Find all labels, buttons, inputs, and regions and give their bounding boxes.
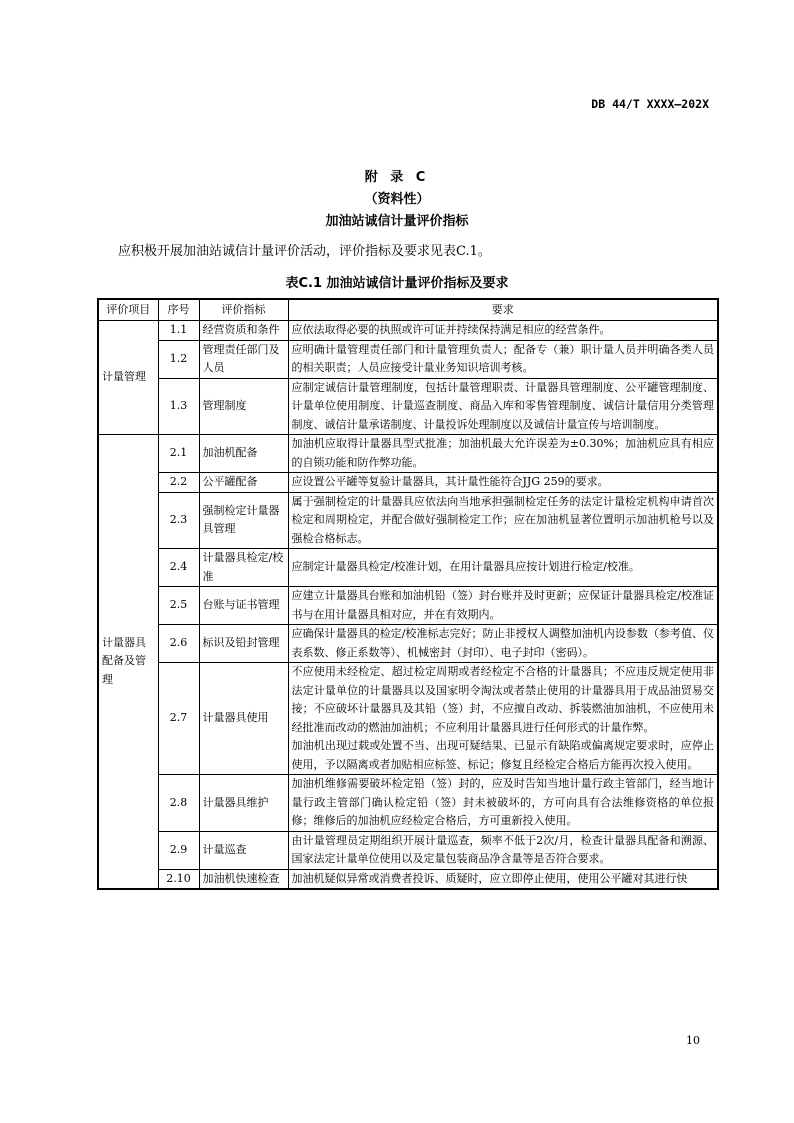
row-indicator: 台账与证书管理 — [199, 587, 288, 625]
table-header-row — [98, 299, 718, 321]
row-indicator: 加油机配备 — [199, 435, 288, 473]
row-number: 2.10 — [158, 869, 199, 889]
appendix-label: 附 录 C — [364, 170, 430, 185]
row-indicator: 计量器具维护 — [199, 775, 288, 832]
row-requirement: 应建立计量器具台账和加油机铅（签）封台账并及时更新；应保证计量器具检定/校准证书与在用计量器具相对应，并在有效期内。 — [288, 587, 718, 625]
table-row — [98, 775, 718, 832]
table-row — [98, 435, 718, 473]
row-number: 1.1 — [158, 321, 199, 341]
row-number: 2.9 — [158, 831, 199, 869]
row-number: 2.4 — [158, 549, 199, 587]
header-cell: 评价项目 — [98, 299, 158, 321]
row-requirement: 应制定诚信计量管理制度，包括计量管理职责、计量器具管理制度、公平罐管理制度、计量单位使用制度、计量巡查制度、商品入库和零售管理制度、诚信计量信用分类管理制度、诚信计量承诺制度、计量投诉处理制度以及诚信计量宣传与培训制度。 — [288, 378, 718, 435]
row-indicator: 强制检定计量器具管理 — [199, 492, 288, 549]
group-cell-instrument-management: 计量器具配备及管理 — [98, 435, 158, 890]
table-row — [98, 663, 718, 775]
row-indicator: 计量器具使用 — [199, 663, 288, 775]
requirement-paragraph: 加油机出现过载或处置不当、出现可疑结果、已显示有缺陷或偏离规定要求时，应停止使用，予以隔离或者加贴相应标签、标记；修复且经检定合格后方能再次投入使用。 — [291, 739, 714, 771]
row-requirement: 加油机维修需要破坏检定铅（签）封的，应及时告知当地计量行政主管部门，经当地计量行政主管部门确认检定铅（签）封未被破坏的，方可向具有合法维修资格的单位报修；维修后的加油机应经检定合格后，方可重新投入使用。 — [288, 775, 718, 832]
table-row — [98, 625, 718, 663]
row-requirement: 加油机疑似异常或消费者投诉、质疑时，应立即停止使用，使用公平罐对其进行快 — [288, 869, 718, 889]
table-row — [98, 869, 718, 889]
header-cell: 要求 — [288, 299, 718, 321]
row-number: 2.6 — [158, 625, 199, 663]
row-number: 2.8 — [158, 775, 199, 832]
row-requirement: 应制定计量器具检定/校准计划，在用计量器具应按计划进行检定/校准。 — [288, 549, 718, 587]
row-indicator: 计量器具检定/校准 — [199, 549, 288, 587]
row-indicator: 加油机快速检查 — [199, 869, 288, 889]
row-indicator: 计量巡查 — [199, 831, 288, 869]
appendix-title: 加油站诚信计量评价指标 — [325, 214, 469, 229]
document-code: DB 44/T XXXX—202X — [591, 97, 709, 111]
evaluation-table — [97, 298, 719, 890]
page-number: 10 — [686, 1034, 700, 1047]
row-number: 2.5 — [158, 587, 199, 625]
row-indicator: 公平罐配备 — [199, 473, 288, 493]
table-row — [98, 473, 718, 493]
row-requirement: 应明确计量管理责任部门和计量管理负责人；配备专（兼）职计量人员并明确各类人员的相关职责；人员应接受计量业务知识培训考核。 — [288, 340, 718, 378]
table-row — [98, 831, 718, 869]
row-number: 2.3 — [158, 492, 199, 549]
row-requirement: 由计量管理员定期组织开展计量巡查，频率不低于2次/月，检查计量器具配备和溯源、国家法定计量单位使用以及定量包装商品净含量等是否符合要求。 — [288, 831, 718, 869]
header-cell: 评价指标 — [199, 299, 288, 321]
row-requirement: 属于强制检定的计量器具应依法向当地承担强制检定任务的法定计量检定机构申请首次检定和周期检定，并配合做好强制检定工作；应在加油机显著位置明示加油机枪号以及强检合格标志。 — [288, 492, 718, 549]
table-row — [98, 321, 718, 341]
appendix-nature: （资料性） — [364, 192, 430, 207]
row-number: 1.2 — [158, 340, 199, 378]
row-number: 1.3 — [158, 378, 199, 435]
row-requirement: 应依法取得必要的执照或许可证并持续保持满足相应的经营条件。 — [288, 321, 718, 341]
row-number: 2.2 — [158, 473, 199, 493]
table-row — [98, 549, 718, 587]
row-requirement: 应确保计量器具的检定/校准标志完好；防止非授权人调整加油机内设参数（参考值、仪表系数、修正系数等）、机械密封（封印）、电子封印（密码）。 — [288, 625, 718, 663]
row-indicator: 标识及铅封管理 — [199, 625, 288, 663]
group-cell-metrology-management: 计量管理 — [98, 321, 158, 435]
row-number: 2.7 — [158, 663, 199, 775]
row-indicator: 管理责任部门及人员 — [199, 340, 288, 378]
table-row — [98, 492, 718, 549]
row-number: 2.1 — [158, 435, 199, 473]
row-requirement — [288, 663, 718, 775]
intro-paragraph: 应积极开展加油站诚信计量评价活动，评价指标及要求见表C.1。 — [118, 244, 491, 259]
table-row — [98, 587, 718, 625]
table-caption: 表C.1 加油站诚信计量评价指标及要求 — [285, 276, 509, 291]
table-row — [98, 378, 718, 435]
header-cell: 序号 — [158, 299, 199, 321]
row-indicator: 管理制度 — [199, 378, 288, 435]
row-requirement: 加油机应取得计量器具型式批准；加油机最大允许误差为±0.30%；加油机应具有相应的自锁功能和防作弊功能。 — [288, 435, 718, 473]
requirement-paragraph: 不应使用未经检定、超过检定周期或者经检定不合格的计量器具；不应违反规定使用非法定计量单位的计量器具以及国家明令淘汰或者禁止使用的计量器具用于成品油贸易交接；不应破坏计量器具及其铅（签）封，不应擅自改动、拆装燃油加油机，不应使用未经批准而改动的燃油加油机；不应利用计量器具进行任何形式的计量作弊。 — [291, 665, 714, 734]
table-row — [98, 340, 718, 378]
row-requirement: 应设置公平罐等复验计量器具，其计量性能符合JJG 259的要求。 — [288, 473, 718, 493]
row-indicator: 经营资质和条件 — [199, 321, 288, 341]
